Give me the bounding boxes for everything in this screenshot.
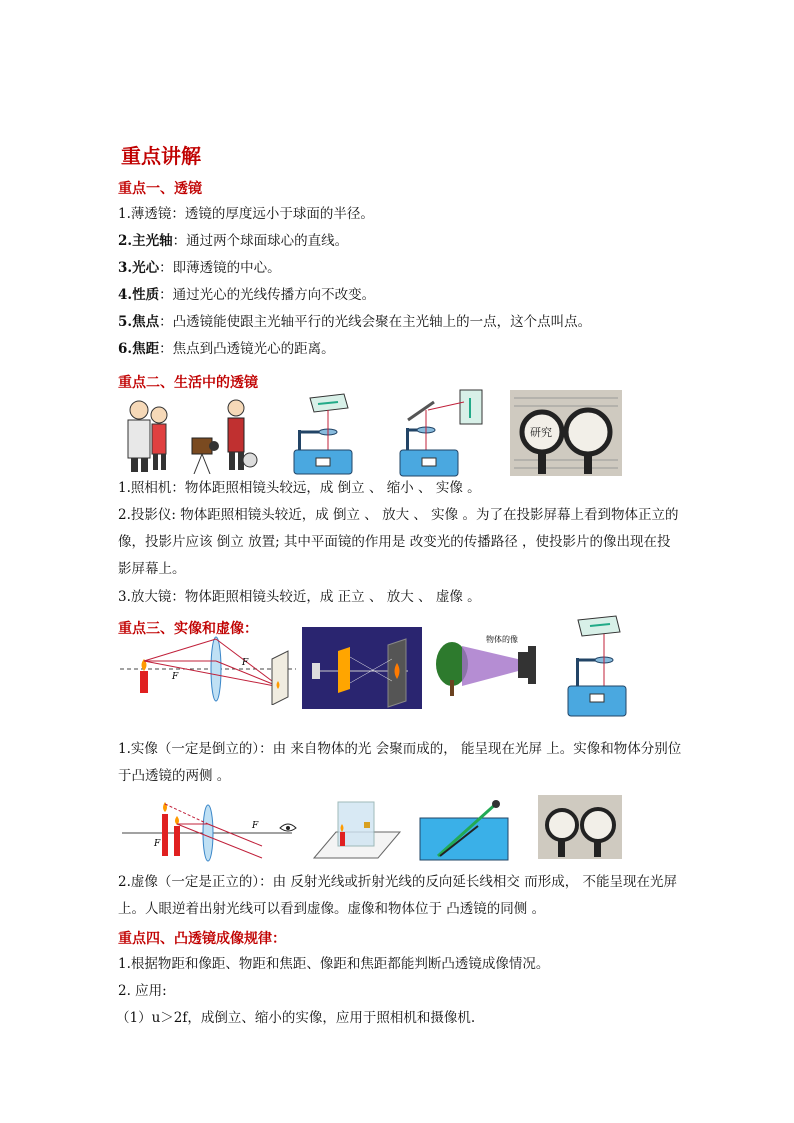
page-title: 重点讲解 bbox=[121, 144, 201, 168]
projector-diagram-3 bbox=[564, 614, 630, 720]
section-heading-real-virtual: 重点三、实像和虚像： bbox=[118, 621, 258, 637]
section-heading-lens: 重点一、透镜 bbox=[118, 181, 202, 197]
svg-text:F: F bbox=[252, 821, 259, 831]
application-label: 2. 应用: bbox=[118, 983, 167, 999]
projector-diagram-1 bbox=[288, 392, 368, 476]
rules-paragraph: 1.根据物距和像距、物距和焦距、像距和焦距都能判断凸透镜成像情况。 bbox=[118, 956, 550, 972]
list-item: 6.焦距：焦点到凸透镜光心的距离。 bbox=[118, 341, 335, 357]
list-item: 1.薄透镜：透镜的厚度远小于球面的半径。 bbox=[118, 206, 374, 222]
object-image-label: 物体的像 bbox=[486, 635, 518, 644]
application-item-1: （1）u＞2f，成倒立、缩小的实像，应用于照相机和摄像机. bbox=[116, 1010, 476, 1026]
svg-text:F: F bbox=[154, 839, 161, 849]
virtual-image-ray-diagram bbox=[122, 800, 308, 866]
list-item: 4.性质：通过光心的光线传播方向不改变。 bbox=[118, 287, 376, 303]
section-heading-imaging-rules: 重点四、凸透镜成像规律： bbox=[118, 931, 286, 947]
section-heading-lenses-in-life: 重点二、生活中的透镜 bbox=[118, 375, 258, 391]
magnifier-paragraph: 3.放大镜：物体距照相镜头较近，成 正立 、 放大 、 虚像 。 bbox=[118, 589, 481, 605]
list-item: 3.光心：即薄透镜的中心。 bbox=[118, 260, 281, 276]
plane-mirror-candle-figure bbox=[310, 798, 402, 862]
magnifier-photo-2 bbox=[538, 795, 622, 859]
magnifier-photo bbox=[510, 390, 622, 476]
list-item: 5.焦点：凸透镜能使跟主光轴平行的光线会聚在主光轴上的一点，这个点叫点。 bbox=[118, 314, 592, 330]
pinhole-tree-figure bbox=[434, 630, 546, 700]
svg-text:F: F bbox=[172, 672, 179, 682]
camera-paragraph: 1.照相机：物体距照相镜头较远，成 倒立 、 缩小 、 实像 。 bbox=[118, 480, 481, 496]
refraction-water-tank-figure bbox=[418, 796, 510, 862]
list-item: 2.主光轴：通过两个球面球心的直线。 bbox=[118, 233, 349, 249]
svg-text:F: F bbox=[242, 658, 249, 668]
virtual-image-paragraph: 2.虚像（一定是正立的）：由 反射光线或折射光线的反向延长线相交 而形成， 不能呈现在光屏上。人眼逆着出射光线可以看到虚像。虚像和物体位于 凸透镜的同侧 。 bbox=[118, 874, 678, 917]
screen-projection-photo bbox=[302, 627, 422, 709]
book-text: 研究 bbox=[530, 426, 552, 439]
real-image-ray-diagram bbox=[120, 625, 300, 705]
camera-photographer-figure bbox=[122, 398, 272, 474]
projector-diagram-2 bbox=[392, 388, 490, 478]
projector-paragraph: 2.投影仪: 物体距照相镜头较近，成 倒立 、 放大 、 实像 。为了在投影屏幕上看到物体正立的像，投影片应该 倒立 放置; 其中平面镜的作用是 改变光的传播路径 ，使投影片的像出现在投影屏幕上。 bbox=[118, 507, 679, 577]
real-image-paragraph: 1.实像（一定是倒立的）：由 来自物体的光 会聚而成的， 能呈现在光屏 上。实像和物体分别位于凸透镜的两侧 。 bbox=[118, 741, 682, 784]
